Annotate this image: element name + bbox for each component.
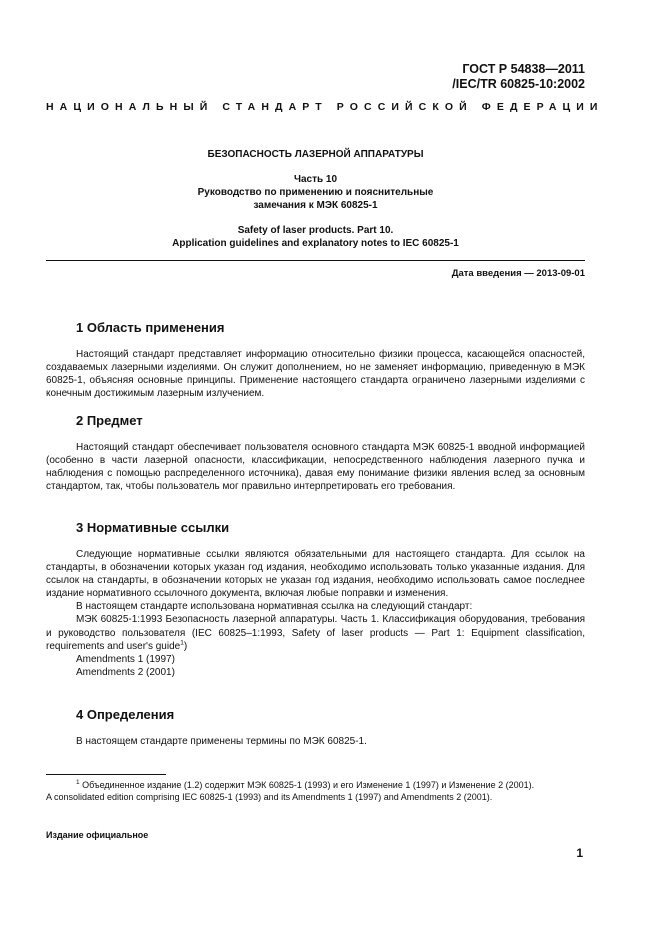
footnote-marker: 1 bbox=[76, 779, 80, 786]
iec-number: /IEC/TR 60825-10:2002 bbox=[452, 77, 585, 91]
national-standard-banner: НАЦИОНАЛЬНЫЙ СТАНДАРТ РОССИЙСКОЙ ФЕДЕРАЦИИ bbox=[46, 101, 604, 113]
subtitle-line-2: замечания к МЭК 60825-1 bbox=[253, 200, 378, 211]
section-2-body bbox=[46, 441, 585, 493]
footnote-marker[interactable]: 1 bbox=[180, 639, 184, 647]
paragraph: В настоящем стандарте применены термины по МЭК 60825-1. bbox=[76, 736, 367, 747]
reference-paragraph bbox=[46, 613, 585, 652]
english-title-line-2: Application guidelines and explanatory notes to IEC 60825-1 bbox=[172, 238, 459, 249]
english-title-line-1: Safety of laser products. Part 10. bbox=[237, 225, 394, 236]
amendment-2: Amendments 2 (2001) bbox=[76, 666, 175, 678]
section-heading-3: 3 Нормативные ссылки bbox=[76, 520, 230, 535]
footnote-divider bbox=[46, 774, 166, 775]
standard-title: БЕЗОПАСНОСТЬ ЛАЗЕРНОЙ АППАРАТУРЫ bbox=[207, 149, 424, 160]
page-number: 1 bbox=[576, 846, 583, 860]
footnote bbox=[46, 779, 585, 803]
header-divider bbox=[46, 260, 585, 261]
footnote-ru bbox=[46, 779, 585, 791]
footnote-ru-text: Объединенное издание (1.2) содержит МЭК 60825-1 (1993) и его Изменение 1 (1997) и Изменение 2 (2001). bbox=[79, 780, 535, 790]
section-3-body bbox=[46, 548, 585, 679]
section-heading-4: 4 Определения bbox=[76, 707, 175, 722]
reference-closing: ) bbox=[183, 640, 188, 652]
amendment-1: Amendments 1 (1997) bbox=[76, 653, 175, 665]
paragraph: Настоящий стандарт обеспечивает пользователя основного стандарта МЭК 60825-1 вводной информацией (особенно в части лазерной опасности, классификации, непосредственного наблюдения лазерного пучка и наблюдения с помощью распределенного источника), давая ему понимание физики явления вслед за основным стандартом, так, чтобы пользователь мог правильно интерпретировать его требования. bbox=[46, 442, 585, 493]
paragraph: Следующие нормативные ссылки являются обязательными для настоящего стандарта. Для ссылок на стандарты, в обозначении которых указан год издания, необходимо использовать только указанные издания. Для ссылок на стандарты, в обозначении которых не указан год издания, необходимо использовать самое последнее издание нормативного ссылочного документа, включая любые поправки и изменения. bbox=[46, 549, 585, 600]
reference-text: МЭК 60825-1:1993 Безопасность лазерной аппаратуры. Часть 1. Классификация оборудования, требования и руководство пользователя (IEC 60825–1:1993, Safety of laser products — Part 1: Equipment classification, requirements and user's guide bbox=[46, 614, 585, 652]
official-edition-label: Издание официальное bbox=[46, 830, 149, 840]
paragraph: Настоящий стандарт представляет информацию относительно физики процесса, касающейся опасностей, создаваемых лазерными изделиями. Он служит дополнением, но не заменяет информацию, приведенную в МЭК 60825-1, объясняя основные принципы. Применение настоящего стандарта ограничено лазерными изделиями с конечным достижимым лазерным излучением. bbox=[46, 349, 585, 400]
paragraph: В настоящем стандарте использована нормативная ссылка на следующий стандарт: bbox=[76, 601, 473, 613]
subtitle-line-1: Руководство по применению и пояснительные bbox=[197, 187, 434, 198]
document-number bbox=[452, 62, 585, 92]
section-4-body bbox=[46, 735, 585, 748]
footnote-en: A consolidated edition comprising IEC 60825-1 (1993) and its Amendments 1 (1997) and Amendments 2 (2001). bbox=[46, 792, 493, 802]
section-heading-2: 2 Предмет bbox=[76, 413, 143, 428]
section-1-body bbox=[46, 348, 585, 400]
intro-date: Дата введения — 2013-09-01 bbox=[451, 268, 585, 279]
part-number: Часть 10 bbox=[293, 174, 338, 185]
section-heading-1: 1 Область применения bbox=[76, 320, 225, 335]
gost-number: ГОСТ Р 54838—2011 bbox=[462, 62, 585, 76]
